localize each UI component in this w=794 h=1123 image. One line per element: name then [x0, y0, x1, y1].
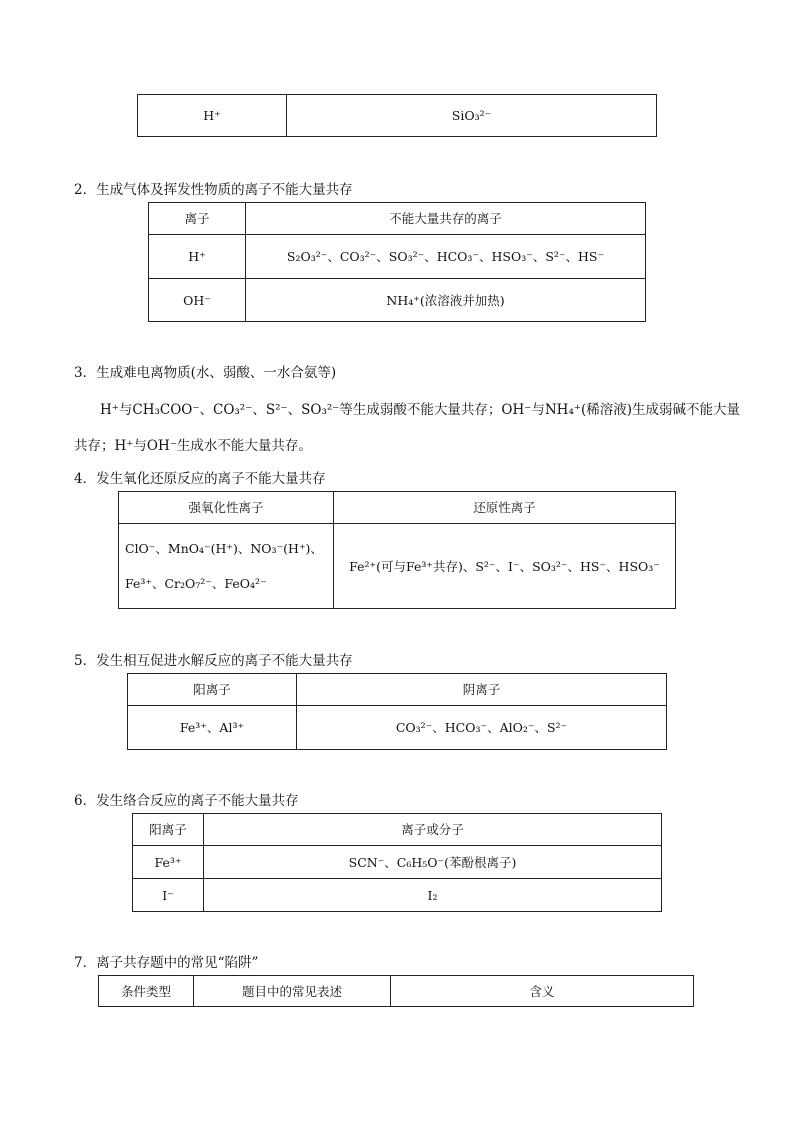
oxidizing-line1: ClO⁻、MnO₄⁻(H⁺)、NO₃⁻(H⁺)、	[125, 541, 323, 556]
section2-heading: 2．生成气体及挥发性物质的离子不能大量共存	[74, 182, 353, 198]
redox-reducing-cell: Fe²⁺(可与Fe³⁺共存)、S²⁻、I⁻、SO₃²⁻、HS⁻、HSO₃⁻	[334, 524, 676, 609]
hydrolysis-header-cation: 阳离子	[128, 674, 297, 706]
trap-header-expression: 题目中的常见表述	[194, 976, 391, 1007]
section3-line2: 共存；H⁺与OH⁻生成水不能大量共存。	[74, 438, 312, 454]
table-row	[133, 846, 662, 879]
gas-row2-others: NH₄⁺(浓溶液并加热)	[246, 279, 646, 322]
complex-header-cation: 阳离子	[133, 814, 204, 846]
hydrolysis-table	[127, 673, 667, 750]
hydrolysis-header-anion: 阴离子	[297, 674, 667, 706]
gas-row2-ion: OH⁻	[149, 279, 246, 322]
section6-heading: 6．发生络合反应的离子不能大量共存	[74, 793, 299, 809]
redox-table	[118, 491, 676, 609]
oxidizing-line2: Fe³⁺、Cr₂O₇²⁻、FeO₄²⁻	[125, 576, 267, 591]
table-row	[149, 279, 646, 322]
top-table-cation: H⁺	[138, 95, 287, 137]
section4-heading: 4．发生氧化还原反应的离子不能大量共存	[74, 471, 326, 487]
section7-heading: 7．离子共存题中的常见“陷阱”	[74, 955, 259, 971]
gas-row1-others: S₂O₃²⁻、CO₃²⁻、SO₃²⁻、HCO₃⁻、HSO₃⁻、S²⁻、HS⁻	[246, 235, 646, 279]
table-row	[149, 235, 646, 279]
section5-heading: 5．发生相互促进水解反应的离子不能大量共存	[74, 653, 353, 669]
trap-table	[98, 975, 694, 1007]
trap-header-condition: 条件类型	[99, 976, 194, 1007]
trap-header-meaning: 含义	[391, 976, 694, 1007]
complex-table	[132, 813, 662, 912]
hydrolysis-cations: Fe³⁺、Al³⁺	[128, 706, 297, 750]
table-row	[119, 524, 676, 609]
complex-row2-others: I₂	[204, 879, 662, 912]
table-row	[128, 706, 667, 750]
complex-row2-ion: I⁻	[133, 879, 204, 912]
redox-oxidizing-cell	[119, 524, 334, 609]
gas-table-header-ion: 离子	[149, 203, 246, 235]
section3-line1: H⁺与CH₃COO⁻、CO₃²⁻、S²⁻、SO₃²⁻等生成弱酸不能大量共存；OH⁻与NH₄⁺(稀溶液)生成弱碱不能大量	[100, 402, 741, 418]
complex-header-others: 离子或分子	[204, 814, 662, 846]
redox-header-reducing: 还原性离子	[334, 492, 676, 524]
complex-row1-others: SCN⁻、C₆H₅O⁻(苯酚根离子)	[204, 846, 662, 879]
gas-table-header-others: 不能大量共存的离子	[246, 203, 646, 235]
top-table-anion: SiO₃²⁻	[287, 95, 657, 137]
complex-row1-ion: Fe³⁺	[133, 846, 204, 879]
gas-row1-ion: H⁺	[149, 235, 246, 279]
redox-header-oxidizing: 强氧化性离子	[119, 492, 334, 524]
table-row	[133, 879, 662, 912]
section3-heading: 3．生成难电离物质(水、弱酸、一水合氨等)	[74, 365, 337, 381]
top-table	[137, 94, 657, 137]
gas-table	[148, 202, 646, 322]
hydrolysis-anions: CO₃²⁻、HCO₃⁻、AlO₂⁻、S²⁻	[297, 706, 667, 750]
